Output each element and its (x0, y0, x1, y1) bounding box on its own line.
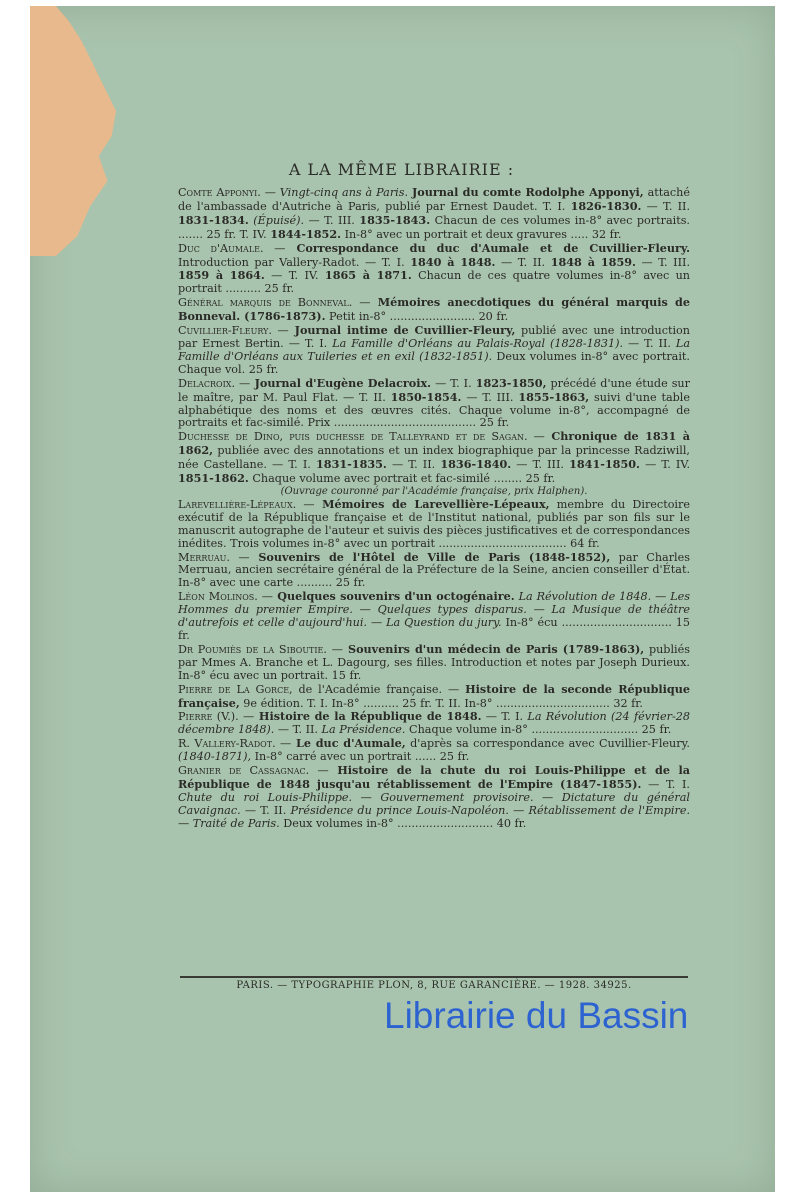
entry-title: 1844-1852. (270, 226, 342, 241)
catalog-entry (178, 551, 690, 591)
entry-title: Histoire de la seconde République française, (178, 681, 690, 710)
catalog-entry (178, 737, 690, 764)
entry-subtitle: La Révolution de 1848. — Les Hommes du premier Empire. — Quelques types disparus. — La Musique de théâtre d'autrefois et celle d'aujourd'hui. — La Question du jury. (178, 590, 691, 630)
entry-text: — T. II. (495, 255, 551, 269)
printer-imprint: PARIS. — TYPOGRAPHIE PLON, 8, RUE GARANCIÈRE. — 1928. 34925. (236, 980, 632, 991)
entry-title: Le duc d'Aumale, (291, 736, 406, 751)
entry-text: — T. I. (431, 376, 476, 390)
entry-text: Chacun de ces volumes in-8° avec portraits. ....... 25 fr. T. IV. (178, 213, 690, 241)
entry-title: Journal intime de Cuvillier-Fleury, (288, 323, 516, 338)
entry-award-note: (Ouvrage couronné par l'Académie française, prix Halphen). (280, 485, 588, 497)
entry-title: 1841-1850. (569, 457, 640, 472)
entry-text: précédé d'une étude sur le maître, par M. Paul Flat. — T. II. (178, 376, 690, 404)
entry-author: Pierre (V.). — (178, 710, 255, 724)
entry-title: 1823-1850, (475, 375, 547, 390)
entry-text: publié avec une introduction par Ernest Bertin. — T. I. (178, 324, 690, 350)
entry-text: membre du Directoire exécutif de la République française et de l'Institut national, publiés par son fils sur le manuscrit autographe de l'auteur et suivis des pièces justificatives et de correspondances inédites. Trois volumes in-8° avec un portrait .................................... 64 fr. (178, 497, 690, 550)
entry-text: In-8° carré avec un portrait ...... 25 fr. (251, 750, 470, 764)
entry-text: de l'Académie française. — (292, 682, 466, 696)
entry-title: Mémoires anecdotiques du général marquis de Bonneval. (1786-1873). (178, 295, 690, 324)
entry-title: Journal du comte Rodolphe Apponyi, (411, 185, 644, 199)
entry-text: — T. I. (481, 710, 528, 724)
entry-title: Correspondance du duc d'Aumale et de Cuvillier-Fleury. (285, 240, 691, 255)
seller-watermark: Librairie du Bassin (384, 995, 689, 1036)
entry-title: 1831-1834. (178, 212, 249, 227)
entry-text: par Charles Merruau, ancien secrétaire général de la Préfecture de la Seine, ancien conseiller d'État. In-8° avec une carte .......... 25 fr. (178, 550, 690, 590)
entry-title: Histoire de la République de 1848. (254, 709, 482, 724)
entry-subtitle: La Révolution (24 février-28 décembre 1848). (178, 710, 690, 737)
entry-text: d'après sa correspondance avec Cuvillier-Fleury. (405, 737, 690, 751)
entry-title: 1836-1840. (440, 457, 512, 472)
entry-subtitle: La Famille d'Orléans au Palais-Royal (1828-1831). (332, 336, 624, 350)
entry-title: 1850-1854. (390, 389, 462, 404)
entry-text: — T. IV. (639, 458, 691, 472)
catalog-entry (178, 683, 690, 711)
entry-subtitle: La Famille d'Orléans aux Tuileries et en exil (1832-1851). (178, 336, 690, 363)
entry-author: Merruau. — (178, 550, 250, 564)
entry-title: Souvenirs d'un médecin de Paris (1789-1863), (342, 641, 645, 656)
entry-text: — T. II. (623, 336, 676, 350)
torn-cover-corner (30, 6, 116, 256)
entry-subtitle: Vingt-cinq ans à Paris. (275, 186, 412, 199)
entry-author: Duc d'Aumale. — (178, 241, 286, 255)
entry-author: Larevellière-Lépeaux. — (178, 497, 315, 511)
entry-title: Histoire de la chute du roi Louis-Philippe et de la République de 1848 jusqu'au rétablissement de l'Empire (1847-1855). (178, 763, 691, 791)
entry-author: R. Vallery-Radot. — (178, 737, 292, 751)
catalog-entry (178, 324, 690, 377)
entry-text: — T. II. (274, 723, 322, 737)
entry-subtitle: Présidence du prince Louis-Napoléon. — Rétablissement de l'Empire. — Traité de Paris. (178, 803, 690, 830)
entry-text: publiée avec des annotations et un index biographique par la princesse Radziwill, née Castellane. — T. I. (178, 444, 690, 472)
entry-text: Petit in-8° ........................ 20 fr. (325, 310, 509, 324)
entry-text: Chaque volume avec portrait et fac-similé ........ 25 fr. (248, 472, 556, 486)
catalog-list (178, 186, 690, 831)
entry-text: publiés par Mmes A. Branche et L. Dagourg, ses filles. Introduction et notes par Joseph Durieux. In-8° écu avec un portrait. 15 fr. (178, 642, 690, 682)
entry-text: — T. IV. (264, 269, 325, 283)
entry-text: — T. III. (511, 458, 570, 472)
entry-text: suivi d'une table alphabétique des noms et des œuvres cités. Chaque volume in-8°, accompagné de portraits et fac-similé. Prix ........................................ 25 fr. (178, 390, 690, 430)
entry-text: Chacun de ces quatre volumes in-8° avec un portrait .......... 25 fr. (178, 269, 690, 296)
entry-title: 1826-1830. (570, 198, 642, 213)
entry-subtitle: La Présidence. (321, 723, 406, 737)
entry-text: 9e édition. T. I. In-8° .......... 25 fr. T. II. In-8° ................................ 32 fr. (239, 696, 643, 710)
entry-author: Granier de Cassagnac. — (178, 764, 329, 778)
entry-title: Journal d'Eugène Delacroix. (250, 375, 432, 390)
entry-title: 1835-1843. (359, 212, 431, 227)
entry-text: Deux volumes in-8° ........................... 40 fr. (279, 816, 527, 830)
entry-author: Léon Molinos. — (178, 590, 273, 604)
entry-title: 1851-1862. (178, 471, 249, 486)
entry-title: 1855-1863, (518, 389, 590, 404)
entry-subtitle: (Épuisé). (248, 213, 305, 227)
catalog-entry (178, 590, 690, 643)
entry-text: — T. III. (635, 255, 690, 269)
catalog-entry (178, 242, 690, 297)
entry-text: — T. I. (641, 777, 690, 791)
entry-text: In-8° écu ............................... 15 fr. (178, 616, 690, 642)
entry-title: Chronique de 1831 à 1862, (178, 429, 690, 458)
entry-title: 1840 à 1848. (410, 254, 496, 269)
catalog-entry (178, 764, 690, 831)
catalog-entry (178, 296, 690, 324)
catalog-entry (178, 430, 690, 486)
catalog-entry (178, 186, 690, 242)
entry-author: Cuvillier-Fleury. — (178, 324, 289, 338)
catalog-entry (178, 498, 690, 551)
entry-text: Introduction par Vallery-Radot. — T. I. (178, 255, 411, 269)
catalog-heading: A LA MÊME LIBRAIRIE : (288, 160, 515, 179)
entry-title: 1848 à 1859. (550, 254, 636, 269)
entry-subtitle: Chute du roi Louis-Philippe. — Gouvernement provisoire. — Dictature du général Cavaignac. (178, 790, 690, 817)
entry-title: Quelques souvenirs d'un octogénaire. (272, 589, 515, 604)
entry-text: Deux volumes in-8° avec portrait. Chaque vol. 25 fr. (178, 349, 690, 376)
entry-title: 1831-1835. (316, 457, 387, 472)
entry-author: Général marquis de Bonneval. — (178, 296, 371, 310)
entry-text: — T. II. (386, 458, 441, 472)
entry-text: — T. II. (641, 199, 690, 213)
entry-text: — T. III. (304, 213, 360, 227)
entry-title: 1859 à 1864. (178, 268, 265, 283)
entry-author: Delacroix. — (178, 376, 251, 390)
catalog-entry (178, 377, 690, 431)
entry-author: Comte Apponyi. — (178, 186, 276, 199)
entry-text: attaché de l'ambassade d'Autriche à Paris, publié par Ernest Daudet. T. I. (178, 186, 690, 213)
entry-title: Souvenirs de l'Hôtel de Ville de Paris (1848-1852), (249, 549, 611, 564)
bottom-rule (180, 976, 688, 979)
entry-author: Dr Poumiès de la Siboutie. — (178, 642, 343, 656)
entry-text: In-8° avec un portrait et deux gravures ..... 32 fr. (341, 227, 622, 241)
entry-title: 1865 à 1871. (324, 268, 412, 283)
entry-title: Mémoires de Larevellière-Lépeaux, (314, 496, 550, 511)
catalog-entry (178, 710, 690, 737)
entry-author: Pierre de La Gorce, (178, 682, 293, 696)
catalog-entry (178, 643, 690, 683)
entry-text: — T. II. (240, 803, 291, 817)
entry-text: — T. III. (461, 390, 519, 404)
entry-subtitle: (1840-1871), (178, 750, 252, 764)
entry-author: Duchesse de Dino, puis duchesse de Talleyrand et de Sagan. — (178, 430, 545, 444)
entry-text: Chaque volume in-8° .............................. 25 fr. (405, 723, 672, 737)
